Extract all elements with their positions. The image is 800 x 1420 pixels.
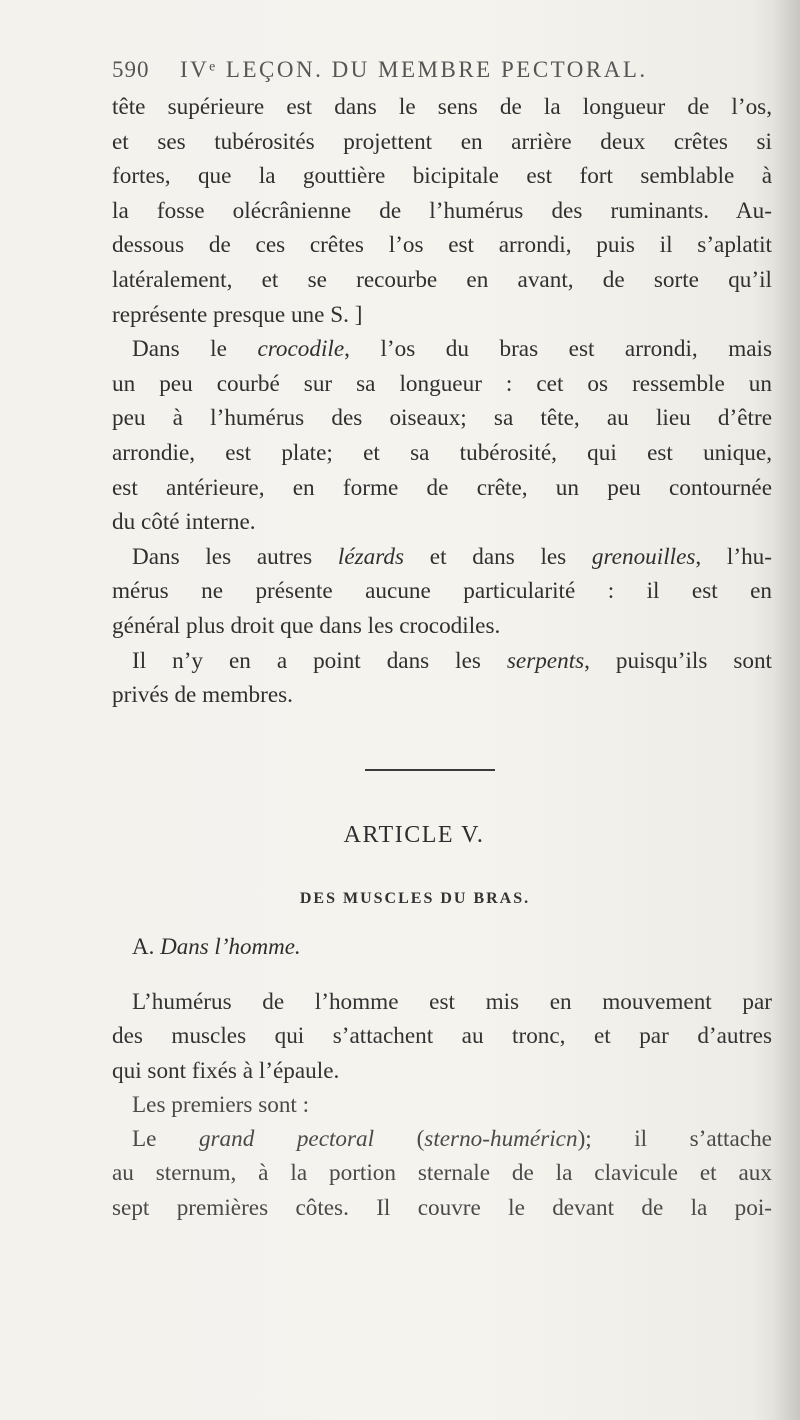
text-line: privés de membres. [112, 682, 293, 709]
page-number: 590 [112, 57, 150, 82]
running-head-title: IVᵉ LEÇON. DU MEMBRE PECTORAL. [180, 57, 648, 82]
text-line: L’humérus de l’homme est mis en mouvement par [132, 989, 772, 1015]
section-heading [132, 934, 301, 960]
text-line: général plus droit que dans les crocodiles. [112, 612, 501, 639]
section-divider [365, 769, 495, 771]
text-line: Les premiers sont : [132, 1091, 310, 1118]
text-line: qui sont fixés à l’épaule. [112, 1057, 340, 1084]
italic-term-lezards: lézards [337, 543, 405, 570]
paragraph-lezards-line: Dans les autres lézards et dans les grenouilles, l’hu- [132, 543, 772, 570]
section-title: Dans l’homme. [160, 934, 301, 959]
running-head [112, 57, 732, 83]
italic-term-crocodile: crocodile [257, 336, 345, 363]
text-line: tête supérieure est dans le sens de la longueur de l’os, [112, 94, 772, 120]
text-line: un peu courbé sur sa longueur : cet os ressemble un [112, 370, 772, 397]
article-heading: ARTICLE V. [343, 822, 485, 848]
text-line: représente presque une S. ] [112, 301, 363, 328]
text-line: la fosse olécrânienne de l’humérus des ruminants. Au- [112, 197, 772, 224]
text-line: du côté interne. [112, 509, 256, 536]
text-line: sept premières côtes. Il couvre le devant de la poi- [112, 1194, 772, 1221]
text-line: mérus ne présente aucune particularité : il est en [112, 578, 772, 605]
text-line: dessous de ces crêtes l’os est arrondi, puis il s’aplatit [112, 232, 772, 259]
italic-term-serpents: serpents [506, 647, 585, 674]
text-line: est antérieure, en forme de crête, un peu contournée [112, 474, 772, 501]
text-line: et ses tubérosités projettent en arrière deux crêtes si [112, 128, 772, 155]
body-text-top [112, 90, 772, 713]
text-line: latéralement, et se recourbe en avant, de sorte qu’il [112, 266, 772, 293]
text-line: arrondie, est plate; et sa tubérosité, qui est unique, [112, 439, 772, 466]
text-line: peu à l’humérus des oiseaux; sa tête, au lieu d’être [112, 405, 772, 432]
italic-term-sterno-humerien: sterno-huméricn [424, 1126, 578, 1153]
paragraph-serpents-line: Il n’y en a point dans les serpents, puisqu’ils sont [132, 647, 773, 674]
article-subtitle: DES MUSCLES DU BRAS. [299, 890, 531, 907]
paragraph-crocodile-line: Dans le crocodile, l’os du bras est arrondi, mais [132, 336, 772, 363]
section-letter: A. [132, 934, 155, 959]
text-line: au sternum, à la portion sternale de la clavicule et aux [112, 1160, 772, 1187]
paragraph-grand-pectoral-line: Le grand pectoral (sterno-huméricn); il s’attache [132, 1126, 772, 1153]
italic-term-grand-pectoral: grand pectoral [198, 1126, 375, 1153]
italic-term-grenouilles: grenouilles [591, 543, 696, 570]
text-line: des muscles qui s’attachent au tronc, et par d’autres [112, 1023, 772, 1050]
text-line: fortes, que la gouttière bicipitale est fort semblable à [112, 163, 772, 190]
page-edge-shadow [772, 0, 800, 1420]
body-text-bottom [112, 985, 772, 1225]
